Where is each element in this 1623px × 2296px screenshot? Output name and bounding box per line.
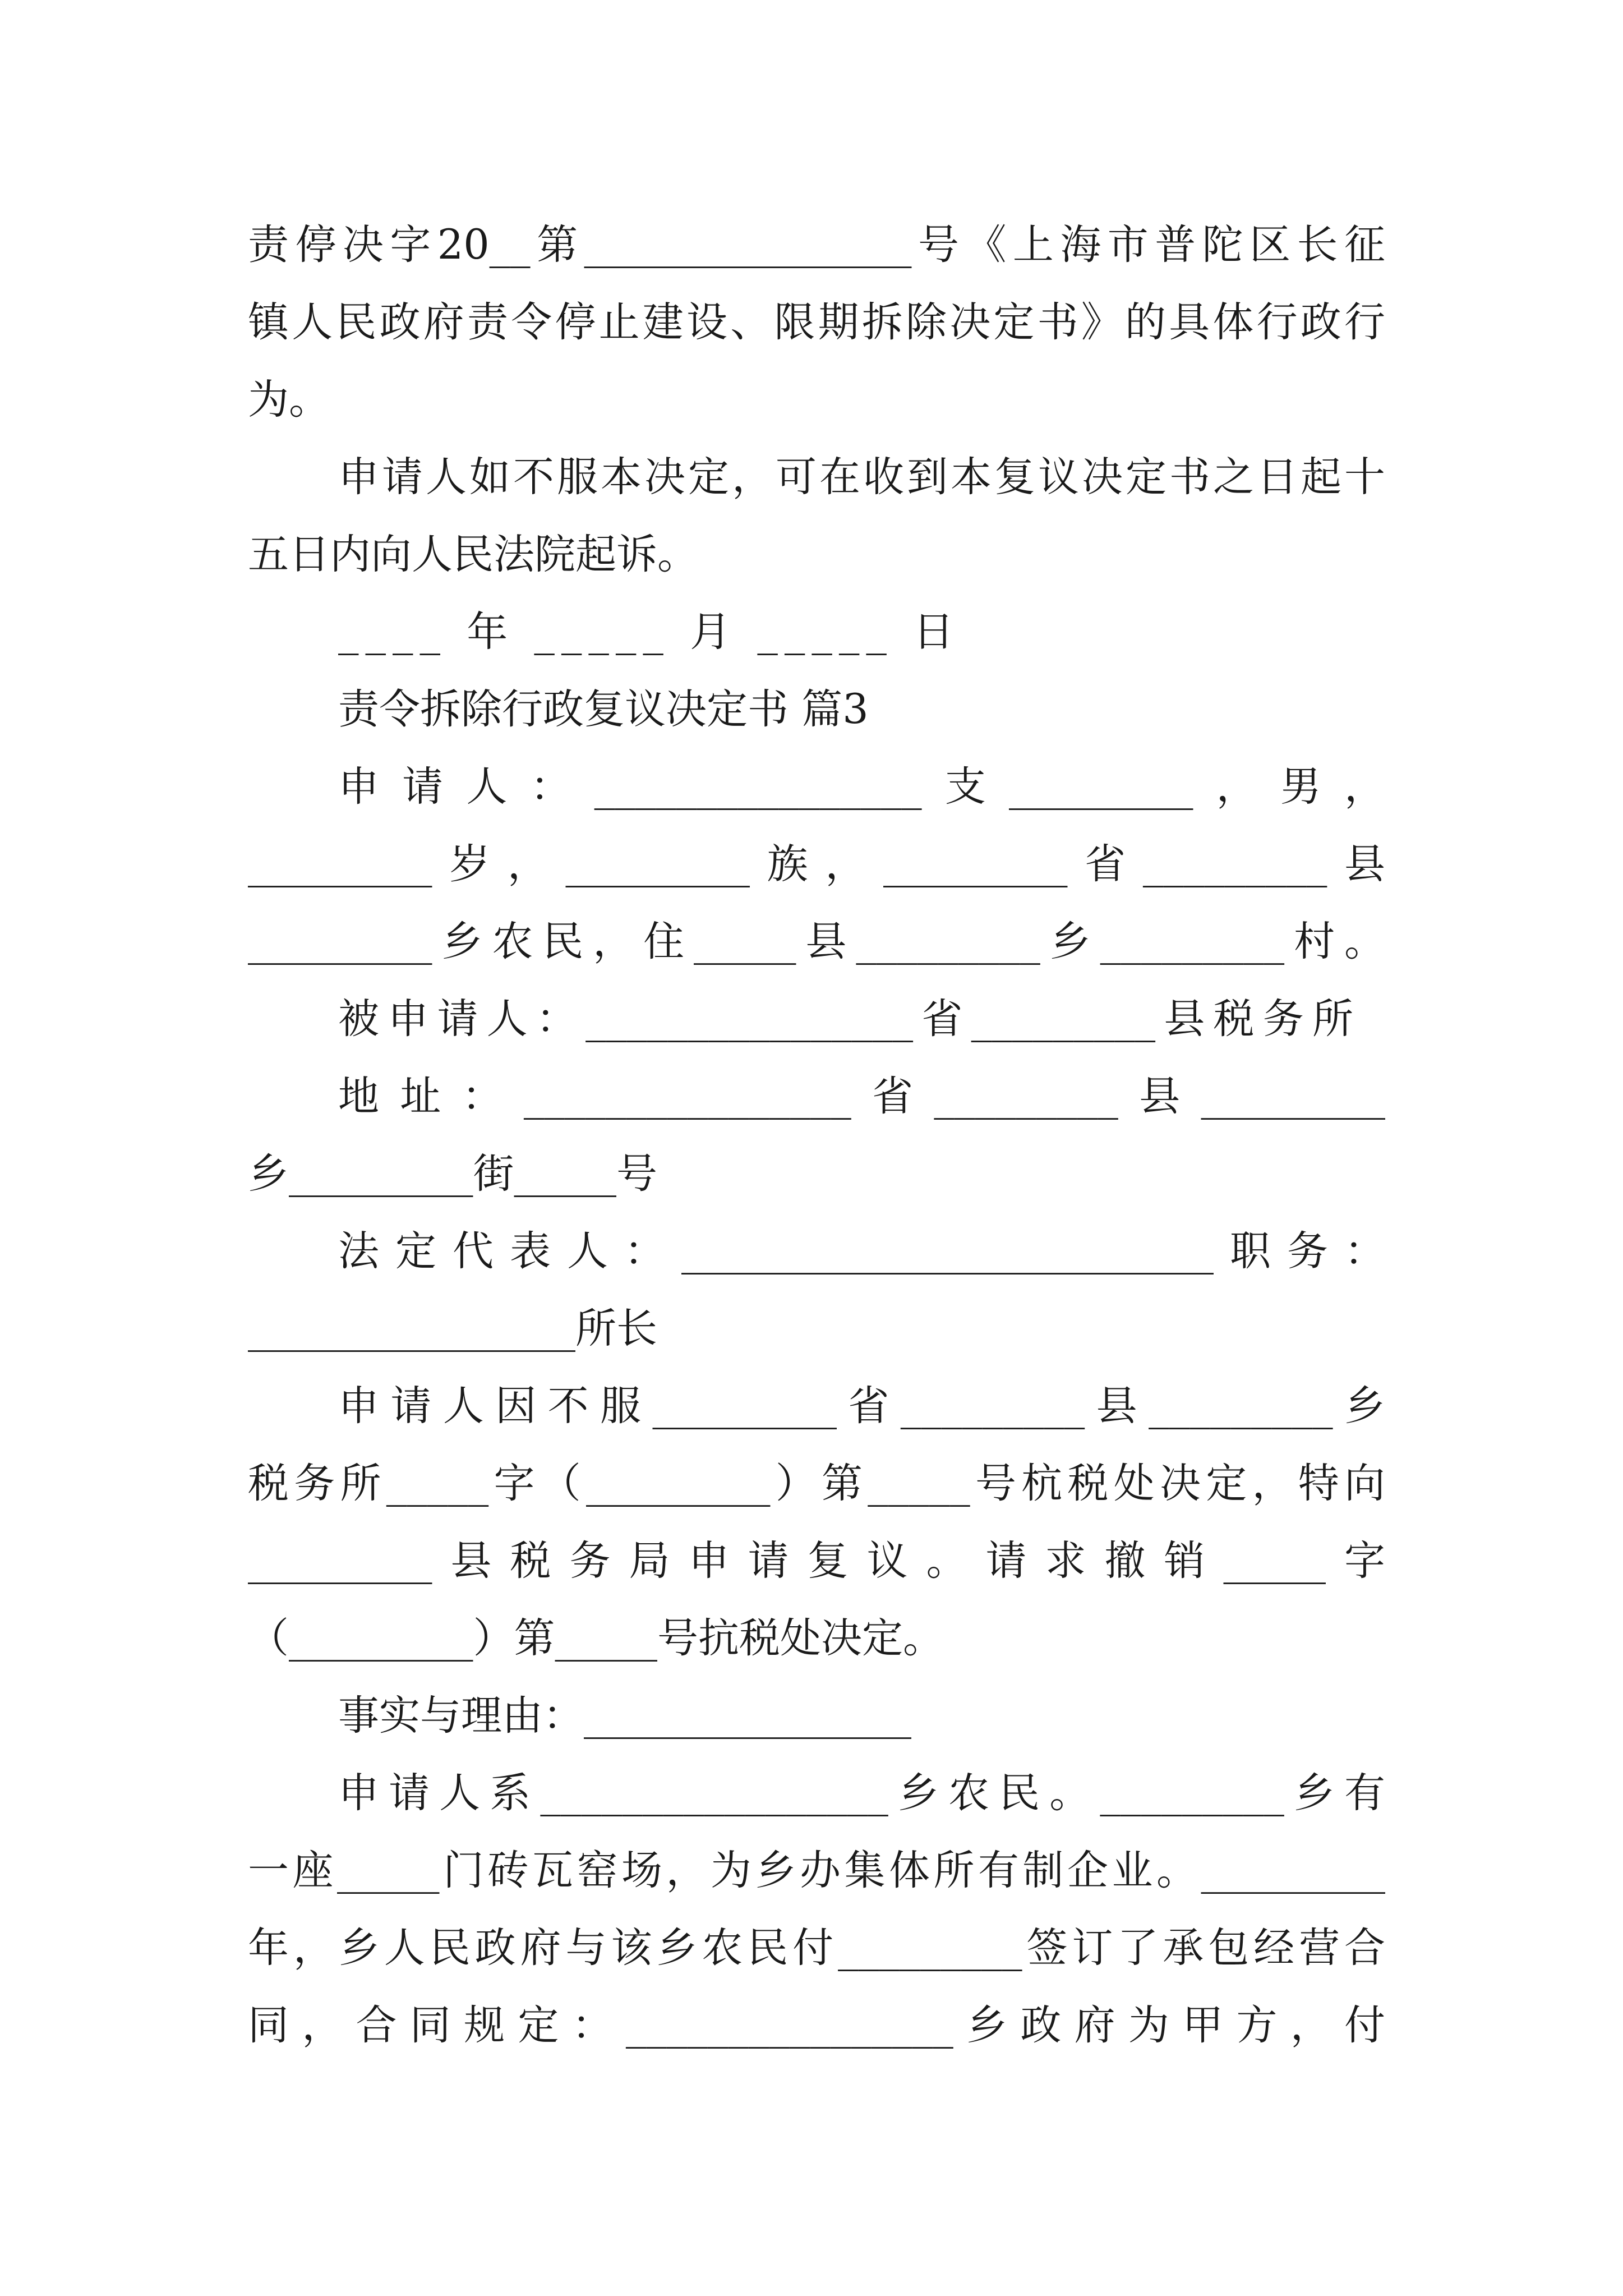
text-line: _________县税务局申请复议。请求撤销_____字 (248, 1537, 1385, 1585)
text-line: （_________）第_____号抗税处决定。 (248, 1614, 944, 1662)
text-line: 申请人因不服_________省_________县_________乡 (338, 1382, 1385, 1430)
text-line: 为。 (248, 376, 330, 424)
text-line: 一座_____门砖瓦窑场，为乡办集体所有制企业。_________ (248, 1847, 1385, 1894)
text-line: ________________所长 (248, 1305, 657, 1352)
text-line: 申请人系_________________乡农民。_________乡有 (338, 1769, 1385, 1817)
text-line: 年，乡人民政府与该乡农民付_________签订了承包经营合 (248, 1924, 1385, 1972)
text-line: 乡_________街_____号 (248, 1150, 657, 1198)
text-line: 被申请人：________________省_________县税务所 (338, 995, 1353, 1043)
text-line: 申请人如不服本决定，可在收到本复议决定书之日起十 (338, 453, 1385, 501)
text-line: 地址：________________省_________县_________ (338, 1073, 1385, 1120)
text-line: 同，合同规定：________________乡政府为甲方，付 (248, 2001, 1385, 2049)
text-line: 税务所_____字（_________）第_____号杭税处决定，特向 (248, 1460, 1385, 1507)
section-heading: 责令拆除行政复议决定书 篇3 (338, 685, 869, 733)
text-line: _________岁，_________族，_________省_________县 (248, 840, 1385, 888)
text-line: 五日内向人民法院起诉。 (248, 531, 698, 578)
text-line: 镇人民政府责令停止建设、限期拆除决定书》的具体行政行 (248, 298, 1385, 346)
date-line: ____ 年 _____ 月 _____ 日 (338, 608, 961, 656)
text-line: 法定代表人：__________________________职务： (338, 1227, 1385, 1275)
text-line: 责停决字20__第________________号《上海市普陀区长征 (248, 221, 1385, 269)
text-line: 申请人：________________支_________，男， (338, 763, 1385, 811)
text-line: 事实与理由：________________ (338, 1692, 911, 1740)
text-line: _________乡农民，住_____县_________乡_________村。 (248, 918, 1385, 965)
